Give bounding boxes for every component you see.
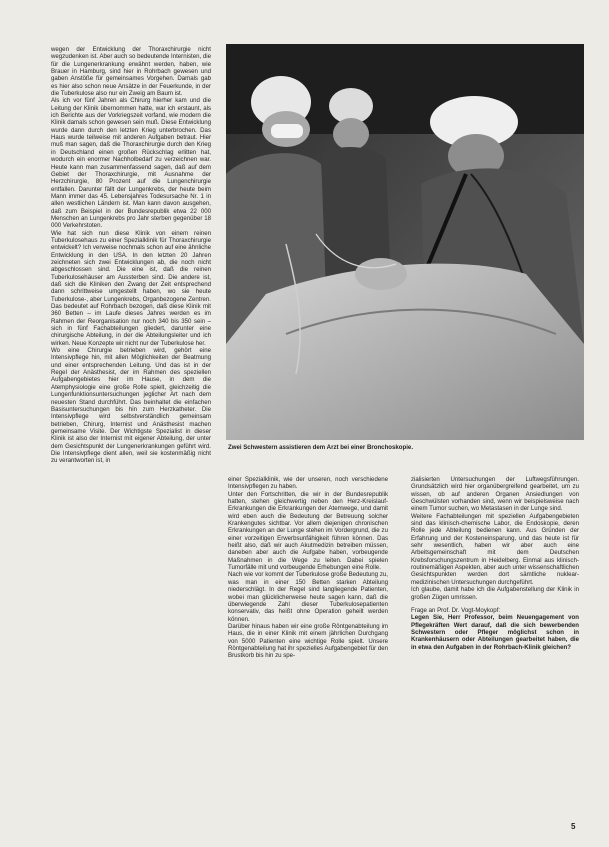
- paragraph: Darüber hinaus haben wir eine große Röntgenabteilung im Haus, die in einer Klinik mit einem jährlichen Durchgang von 5000 Patienten eine wichtige Rolle spielt. Unsere Röntgenabteilung hat ihr spezielles Aufgabengebiet für den Brustkorb bis hin zu spe-: [228, 622, 388, 660]
- paragraph: Als ich vor fünf Jahren als Chirurg hierher kam und die Leitung der Klinik übernommen hatte, war ich erstaunt, als ich Berichte aus der Vorkriegszeit vorfand, wie modern die Klinik damals schon gewesen sein muß. Diese Entwicklung wurde dann durch den letzten Krieg unterbrochen. Das Haus wurde teilweise mit anderen Aufgaben betraut. Hier muß man sagen, daß die Thoraxchirurgie durch den Krieg in Deutschland einen großen Rückschlag erlitten hat, wodurch ein enormer Nachholbedarf zu verzeichnen war. Heute kann man zusammenfassend sagen, daß auf dem Gebiet der Thoraxchirurgie, mit Ausnahme der Herzchirurgie, 80 Prozent auf die Lungenchirurgie entfallen. Darunter fällt der Lungenkrebs, der heute beim Mann immer das 45. Lebensjahres Todesursache Nr. 1 in allen westlichen Ländern ist. Man kann davon ausgehen, daß zum Beispiel in der Bundesrepublik etwa 22 000 Menschen an Lungenkrebs pro Jahr sterben gegenüber 18 000 Verkehrstoten.: [51, 97, 211, 230]
- paragraph: Weitere Fachabteilungen mit speziellen Aufgabengebieten sind das klinisch-chemische Labor, die Endoskopie, deren Rolle jede Abteilung bedienen kann. Aus Gründen der Erfahrung und der Kosteneinsparung, und das heute ist für sehr wesentlich, haben wir aber auch eine Arbeitsgemeinschaft mit dem Deutschen Krebsforschungszentrum in Heidelberg. Einmal aus klinisch-routinemäßigen Aspekten, aber auch unter wissenschaftlichen Gesichtspunkten werden dort sämtliche nuklear-medizinischen Untersuchungen durchgeführt.: [411, 512, 579, 586]
- paragraph: Nach wie vor kommt der Tuberkulose große Bedeutung zu, was man in einer 150 Betten starken Abteilung niederschlägt. In der Regel sind langliegende Patienten, wobei man glücklicherweise heute sagen kann, daß die überwiegende Zahl dieser Tuberkulosepatienten konservativ, das heißt ohne Operation geheilt werden können.: [228, 571, 388, 623]
- paragraph: zialisierten Untersuchungen der Luftwegsführungen. Grundsätzlich wird hier organübergreifend gearbeitet, um zu wissen, ob auf anderen Organen Ansiedlungen von Geschwülsten vorhanden sind, wenn wir beispielsweise nach einem Tumor suchen, wo Metastasen in der Lunge sind.: [411, 476, 579, 513]
- paragraph: einer Spezialklinik, wie der unseren, noch verschiedene Intensivpflegen zu haben.: [228, 476, 388, 491]
- page-number: 5: [571, 822, 576, 831]
- article-column-right: [411, 476, 579, 836]
- paragraph: Ich glaube, damit habe ich die Aufgabenstellung der Klinik in großen Zügen umrissen.: [411, 586, 579, 601]
- article-column-middle: [228, 476, 388, 836]
- photo-illustration: [226, 44, 584, 440]
- article-column-left: [51, 46, 211, 836]
- bronchoscopy-photo: [226, 44, 584, 440]
- interview-question-lead: Frage an Prof. Dr. Vogt-Moykopf:: [411, 606, 501, 614]
- interview-question: Legen Sie, Herr Professor, beim Neuengagement von Pflegekräften Wert darauf, daß die sich bewerbenden Schwestern oder Pfleger möglichst schon in Krankenhäusern oder Abteilungen gearbeitet haben, die in etwa den Aufgaben in der Rohrbach-Klinik gleichen?: [411, 614, 579, 651]
- paragraph: Unter den Fortschritten, die wir in der Bundesrepublik hatten, stehen gleichwertig neben den Herz-Kreislauf-Erkrankungen die Erkrankungen der Atemwege, und damit wird eben auch die Bedeutung der Betreuung solcher Krankengutes sichtbar. Vor allem diejenigen chronischen Erkrankungen an der Lunge stehen im Vordergrund, die zu einer vorzeitigen Erwerbsunfähigkeit führen können. Das heißt also, daß wir auch Akutmedizin betreiben müssen, daneben aber auch die Aufgabe haben, vorbeugende Maßnahmen in die Wege zu leiten. Dabei spielen Tumorfälle mit und vorbeugende Erhebungen eine Rolle.: [228, 490, 388, 572]
- paragraph: Wo eine Chirurgie betrieben wird, gehört eine Intensivpflege hin, mit allen Möglichkeiten der Beatmung und einer entsprechenden Leitung. Und das ist in der Regel der Anästhesist, der im Rahmen des speziellen Aufgabengebietes hier im Hause, in dem die Atemphysiologie eine große Rolle spielt, gleichzeitig die Lungenfunktionsuntersuchungen jeglicher Art nach dem neuesten Stand durchführt. Das beinhaltet die einfachen Basisuntersuchungen bis hin zum Herzkatheter. Die Intensivpflege wird selbstverständlich gemeinsam betrieben, Chirurg, Internist und Anästhesist machen gemeinsame Visite. Der Wichtigste Spezialist in dieser Klinik ist also der Internist mit eigener Abteilung, der unter dem Gesichtspunkt der Lungenerkrankungen geführt wird. Die Intensivpflege dient allen, weil sie kostenmäßig nicht zu verantworten ist, in: [51, 347, 211, 465]
- paragraph: Wie hat sich nun diese Klinik von einem reinen Tuberkulosehaus zu einer Spezialklinik für Thoraxchirurgie entwickelt? Ich verweise nochmals schon auf eine ähnliche Entwicklung in den USA. In den letzten 20 Jahren zeichneten sich zwei Entwicklungen ab, die noch nicht abgeschlossen sind. Die eine ist, daß die reinen Tuberkulosehäuser am Aussterben sind. Die andere ist, daß sich die Kliniken den Zwang der Zeit entsprechend dann schrittweise umgestellt haben, wo sie heute Tuberkulose-, aber Lungenkrebs, Organbezogene Zentren. Das bedeutet auf Rohrbach bezogen, daß diese Klinik mit 360 Betten – im Laufe dieses Jahres werden es im Rahmen der Reorganisation nur noch 340 bis 350 sein – sich in fünf Fachabteilungen gliedert, darunter eine chirurgische Abteilung, in der die Abteilungsleiter und ich wirken. Neue Konzepte wir nicht nur der Tuberkulose her.: [51, 229, 211, 347]
- photo-caption: Zwei Schwestern assistieren dem Arzt bei einer Bronchoskopie.: [228, 444, 414, 451]
- paragraph: wegen der Entwicklung der Thoraxchirurgie nicht wegzudenken ist. Aber auch so bedeutende Internisten, die für die Lungenerkrankung erwähnt werden, haben, wie Brauer in Hamburg, sind hier in Rohrbach gewesen und gaben Anstöße für gemeinsames Vorgehen. Damals gab es hier also schon neue Ansätze in der Feuerkunde, in der die Tuberkulose also nur ein Zweig am Baum ist.: [51, 46, 211, 98]
